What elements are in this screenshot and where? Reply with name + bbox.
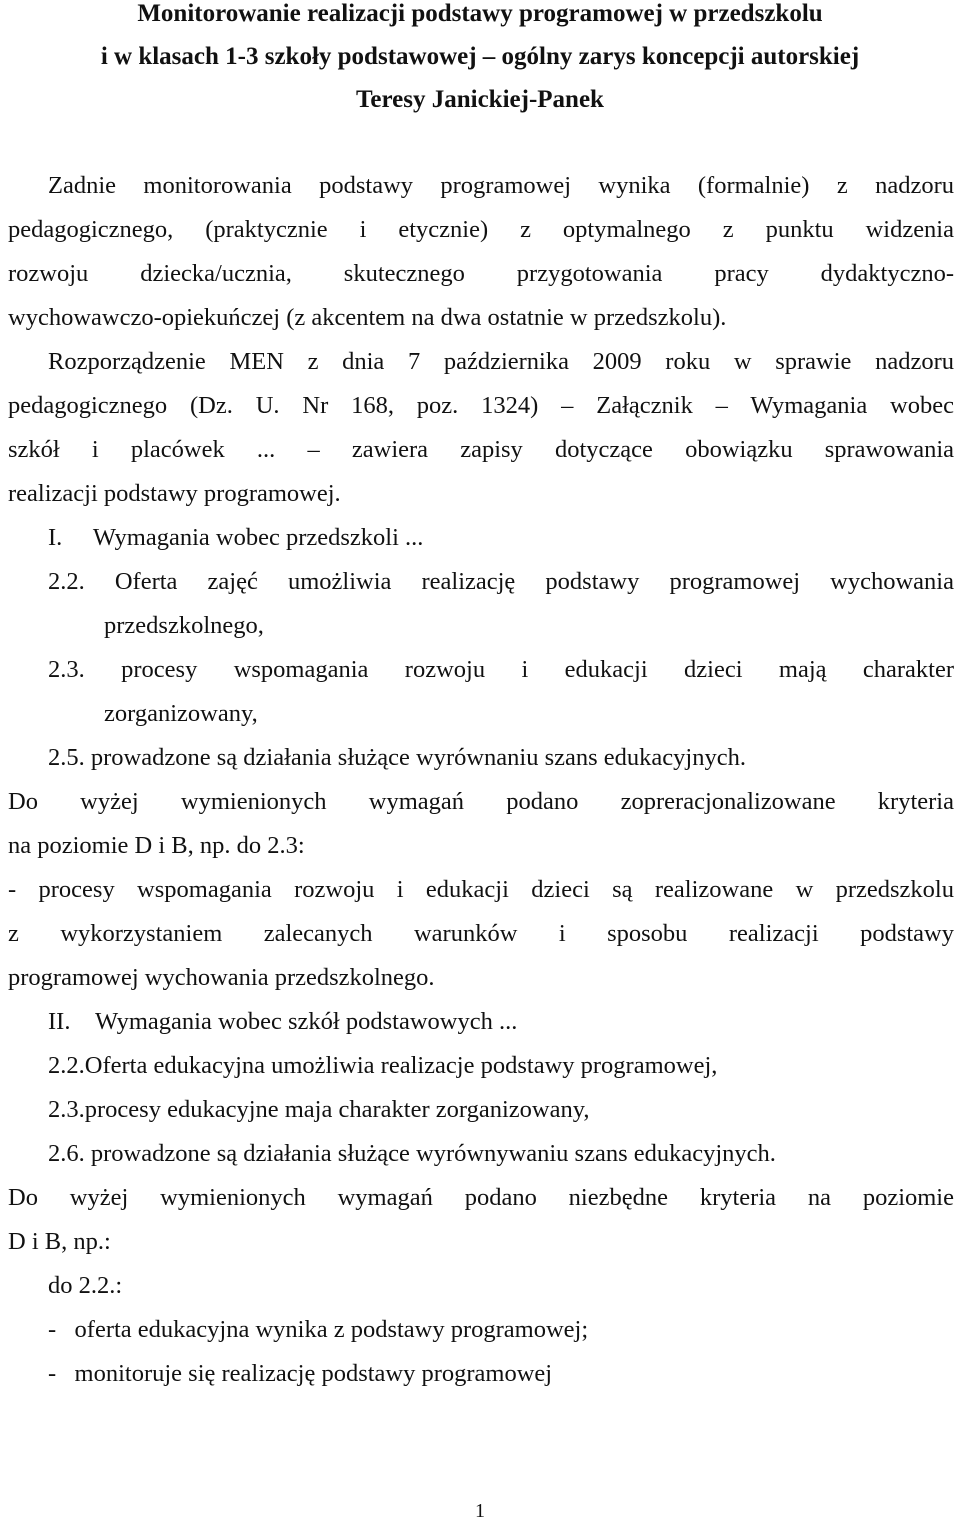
title-line-2: i w klasach 1-3 szkoły podstawowej – ogólny zarys koncepcji autorskiej <box>100 43 860 70</box>
list-item: 2.6. prowadzone są działania służące wyrównywaniu szans edukacyjnych. <box>48 1140 776 1167</box>
list-item: 2.5. prowadzone są działania służące wyrównaniu szans edukacyjnych. <box>48 744 746 771</box>
paragraph-line: Zadnie monitorowania podstawy programowej wynika (formalnie) z nadzoru <box>48 172 954 199</box>
title-line-3: Teresy Janickiej-Panek <box>356 86 604 113</box>
paragraph-line: rozwoju dziecka/ucznia, skutecznego przygotowania pracy dydaktyczno- <box>8 260 954 287</box>
list-item-continuation: przedszkolnego, <box>104 612 264 639</box>
page-number: 1 <box>475 1500 485 1522</box>
section-heading-1: I. Wymagania wobec przedszkoli ... <box>48 524 424 551</box>
list-item: 2.2.Oferta edukacyjna umożliwia realizacje podstawy programowej, <box>48 1052 718 1079</box>
list-item-continuation: zorganizowany, <box>104 700 258 727</box>
paragraph-line: Do wyżej wymienionych wymagań podano zopreracjonalizowane kryteria <box>8 788 954 815</box>
paragraph-line: z wykorzystaniem zalecanych warunków i sposobu realizacji podstawy <box>8 920 954 947</box>
paragraph-line: szkół i placówek ... – zawiera zapisy dotyczące obowiązku sprawowania <box>8 436 954 463</box>
list-item: 2.2. Oferta zajęć umożliwia realizację podstawy programowej wychowania <box>48 568 954 595</box>
section-heading-2: II. Wymagania wobec szkół podstawowych ... <box>48 1008 518 1035</box>
list-item: 2.3.procesy edukacyjne maja charakter zorganizowany, <box>48 1096 590 1123</box>
paragraph-line: Do wyżej wymienionych wymagań podano niezbędne kryteria na poziomie <box>8 1184 954 1211</box>
title-line-1: Monitorowanie realizacji podstawy programowej w przedszkolu <box>137 0 823 27</box>
paragraph-line: - procesy wspomagania rozwoju i edukacji dzieci są realizowane w przedszkolu <box>8 876 954 903</box>
paragraph-line: na poziomie D i B, np. do 2.3: <box>8 832 305 859</box>
paragraph-line: Rozporządzenie MEN z dnia 7 października 2009 roku w sprawie nadzoru <box>48 348 954 375</box>
paragraph-line: do 2.2.: <box>48 1272 123 1299</box>
bullet-item: - monitoruje się realizację podstawy programowej <box>48 1360 553 1387</box>
paragraph-line: realizacji podstawy programowej. <box>8 480 341 507</box>
bullet-item: - oferta edukacyjna wynika z podstawy programowej; <box>48 1316 589 1343</box>
paragraph-line: programowej wychowania przedszkolnego. <box>8 964 435 991</box>
list-item: 2.3. procesy wspomagania rozwoju i edukacji dzieci mają charakter <box>48 656 954 683</box>
paragraph-line: wychowawczo-opiekuńczej (z akcentem na dwa ostatnie w przedszkolu). <box>8 304 727 331</box>
paragraph-line: D i B, np.: <box>8 1228 111 1255</box>
paragraph-line: pedagogicznego, (praktycznie i etycznie) z optymalnego z punktu widzenia <box>8 216 954 243</box>
paragraph-line: pedagogicznego (Dz. U. Nr 168, poz. 1324) – Załącznik – Wymagania wobec <box>8 392 954 419</box>
